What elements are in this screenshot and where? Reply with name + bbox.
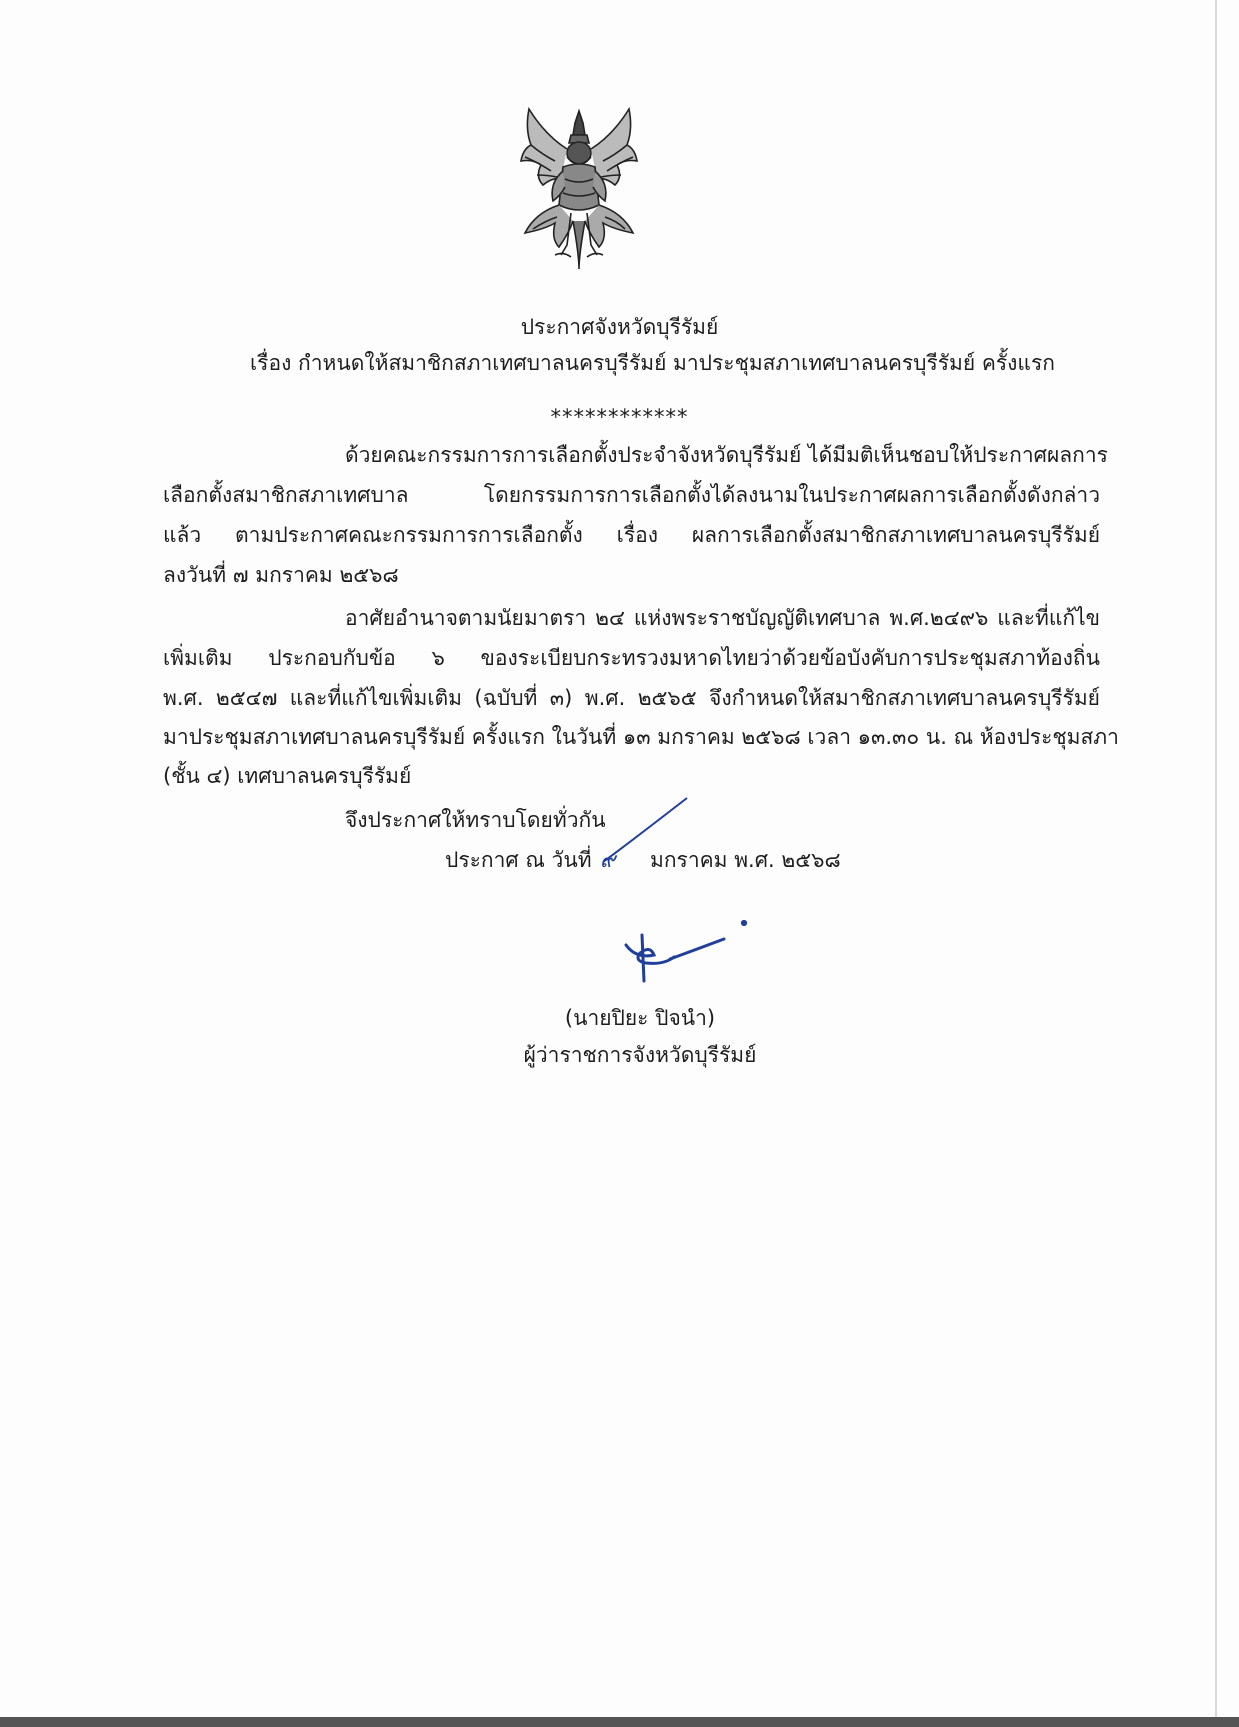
paragraph1-line: แล้ว ตามประกาศคณะกรรมการการเลือกตั้ง เรื่อง ผลการเลือกตั้งสมาชิกสภาเทศบาลนครบุรีรัมย์	[163, 523, 1100, 547]
paragraph2-line: พ.ศ. ๒๕๔๗ และที่แก้ไขเพิ่มเติม (ฉบับที่ ๓) พ.ศ. ๒๕๖๕ จึงกำหนดให้สมาชิกสภาเทศบาลนครบุรีรัมย์	[163, 686, 1100, 710]
paragraph2-line: (ชั้น ๔) เทศบาลนครบุรีรัมย์	[163, 764, 412, 788]
date-suffix: มกราคม พ.ศ. ๒๕๖๘	[650, 848, 841, 872]
date-prefix: ประกาศ ณ วันที่	[445, 848, 592, 872]
signatory-name: (นายปิยะ ปิจนำ)	[564, 1006, 716, 1030]
separator: ************	[550, 405, 689, 429]
paragraph2-line: มาประชุมสภาเทศบาลนครบุรีรัมย์ ครั้งแรก ในวันที่ ๑๓ มกราคม ๒๕๖๘ เวลา ๑๓.๓๐ น. ณ ห้องประชุมสภา	[163, 725, 1119, 749]
announcement-title: ประกาศจังหวัดบุรีรัมย์	[520, 315, 719, 339]
handwritten-signature-icon	[620, 915, 750, 985]
date-pen-stroke-icon	[595, 796, 690, 866]
garuda-emblem-icon	[515, 105, 643, 273]
scan-edge-right	[1215, 0, 1217, 1727]
paragraph2-line: เพิ่มเติม ประกอบกับข้อ ๖ ของระเบียบกระทรวงมหาดไทยว่าด้วยข้อบังคับการประชุมสภาท้องถิ่น	[163, 646, 1100, 670]
date-day-handwritten: ๙	[600, 848, 616, 872]
closing-notice: จึงประกาศให้ทราบโดยทั่วกัน	[345, 808, 606, 832]
signatory-position: ผู้ว่าราชการจังหวัดบุรีรัมย์	[523, 1043, 757, 1067]
scan-edge-bottom	[0, 1717, 1239, 1727]
paragraph2-line: อาศัยอำนาจตามนัยมาตรา ๒๔ แห่งพระราชบัญญัติเทศบาล พ.ศ.๒๔๙๖ และที่แก้ไข	[345, 606, 1100, 630]
announcement-subject: เรื่อง กำหนดให้สมาชิกสภาเทศบาลนครบุรีรัมย์ มาประชุมสภาเทศบาลนครบุรีรัมย์ ครั้งแรก	[250, 351, 1055, 375]
paragraph1-line: เลือกตั้งสมาชิกสภาเทศบาล โดยกรรมการการเลือกตั้งได้ลงนามในประกาศผลการเลือกตั้งดังกล่าว	[163, 483, 1100, 507]
paragraph1-line: ลงวันที่ ๗ มกราคม ๒๕๖๘	[163, 563, 399, 587]
paragraph1-line: ด้วยคณะกรรมการการเลือกตั้งประจำจังหวัดบุรีรัมย์ ได้มีมติเห็นชอบให้ประกาศผลการ	[345, 443, 1108, 467]
